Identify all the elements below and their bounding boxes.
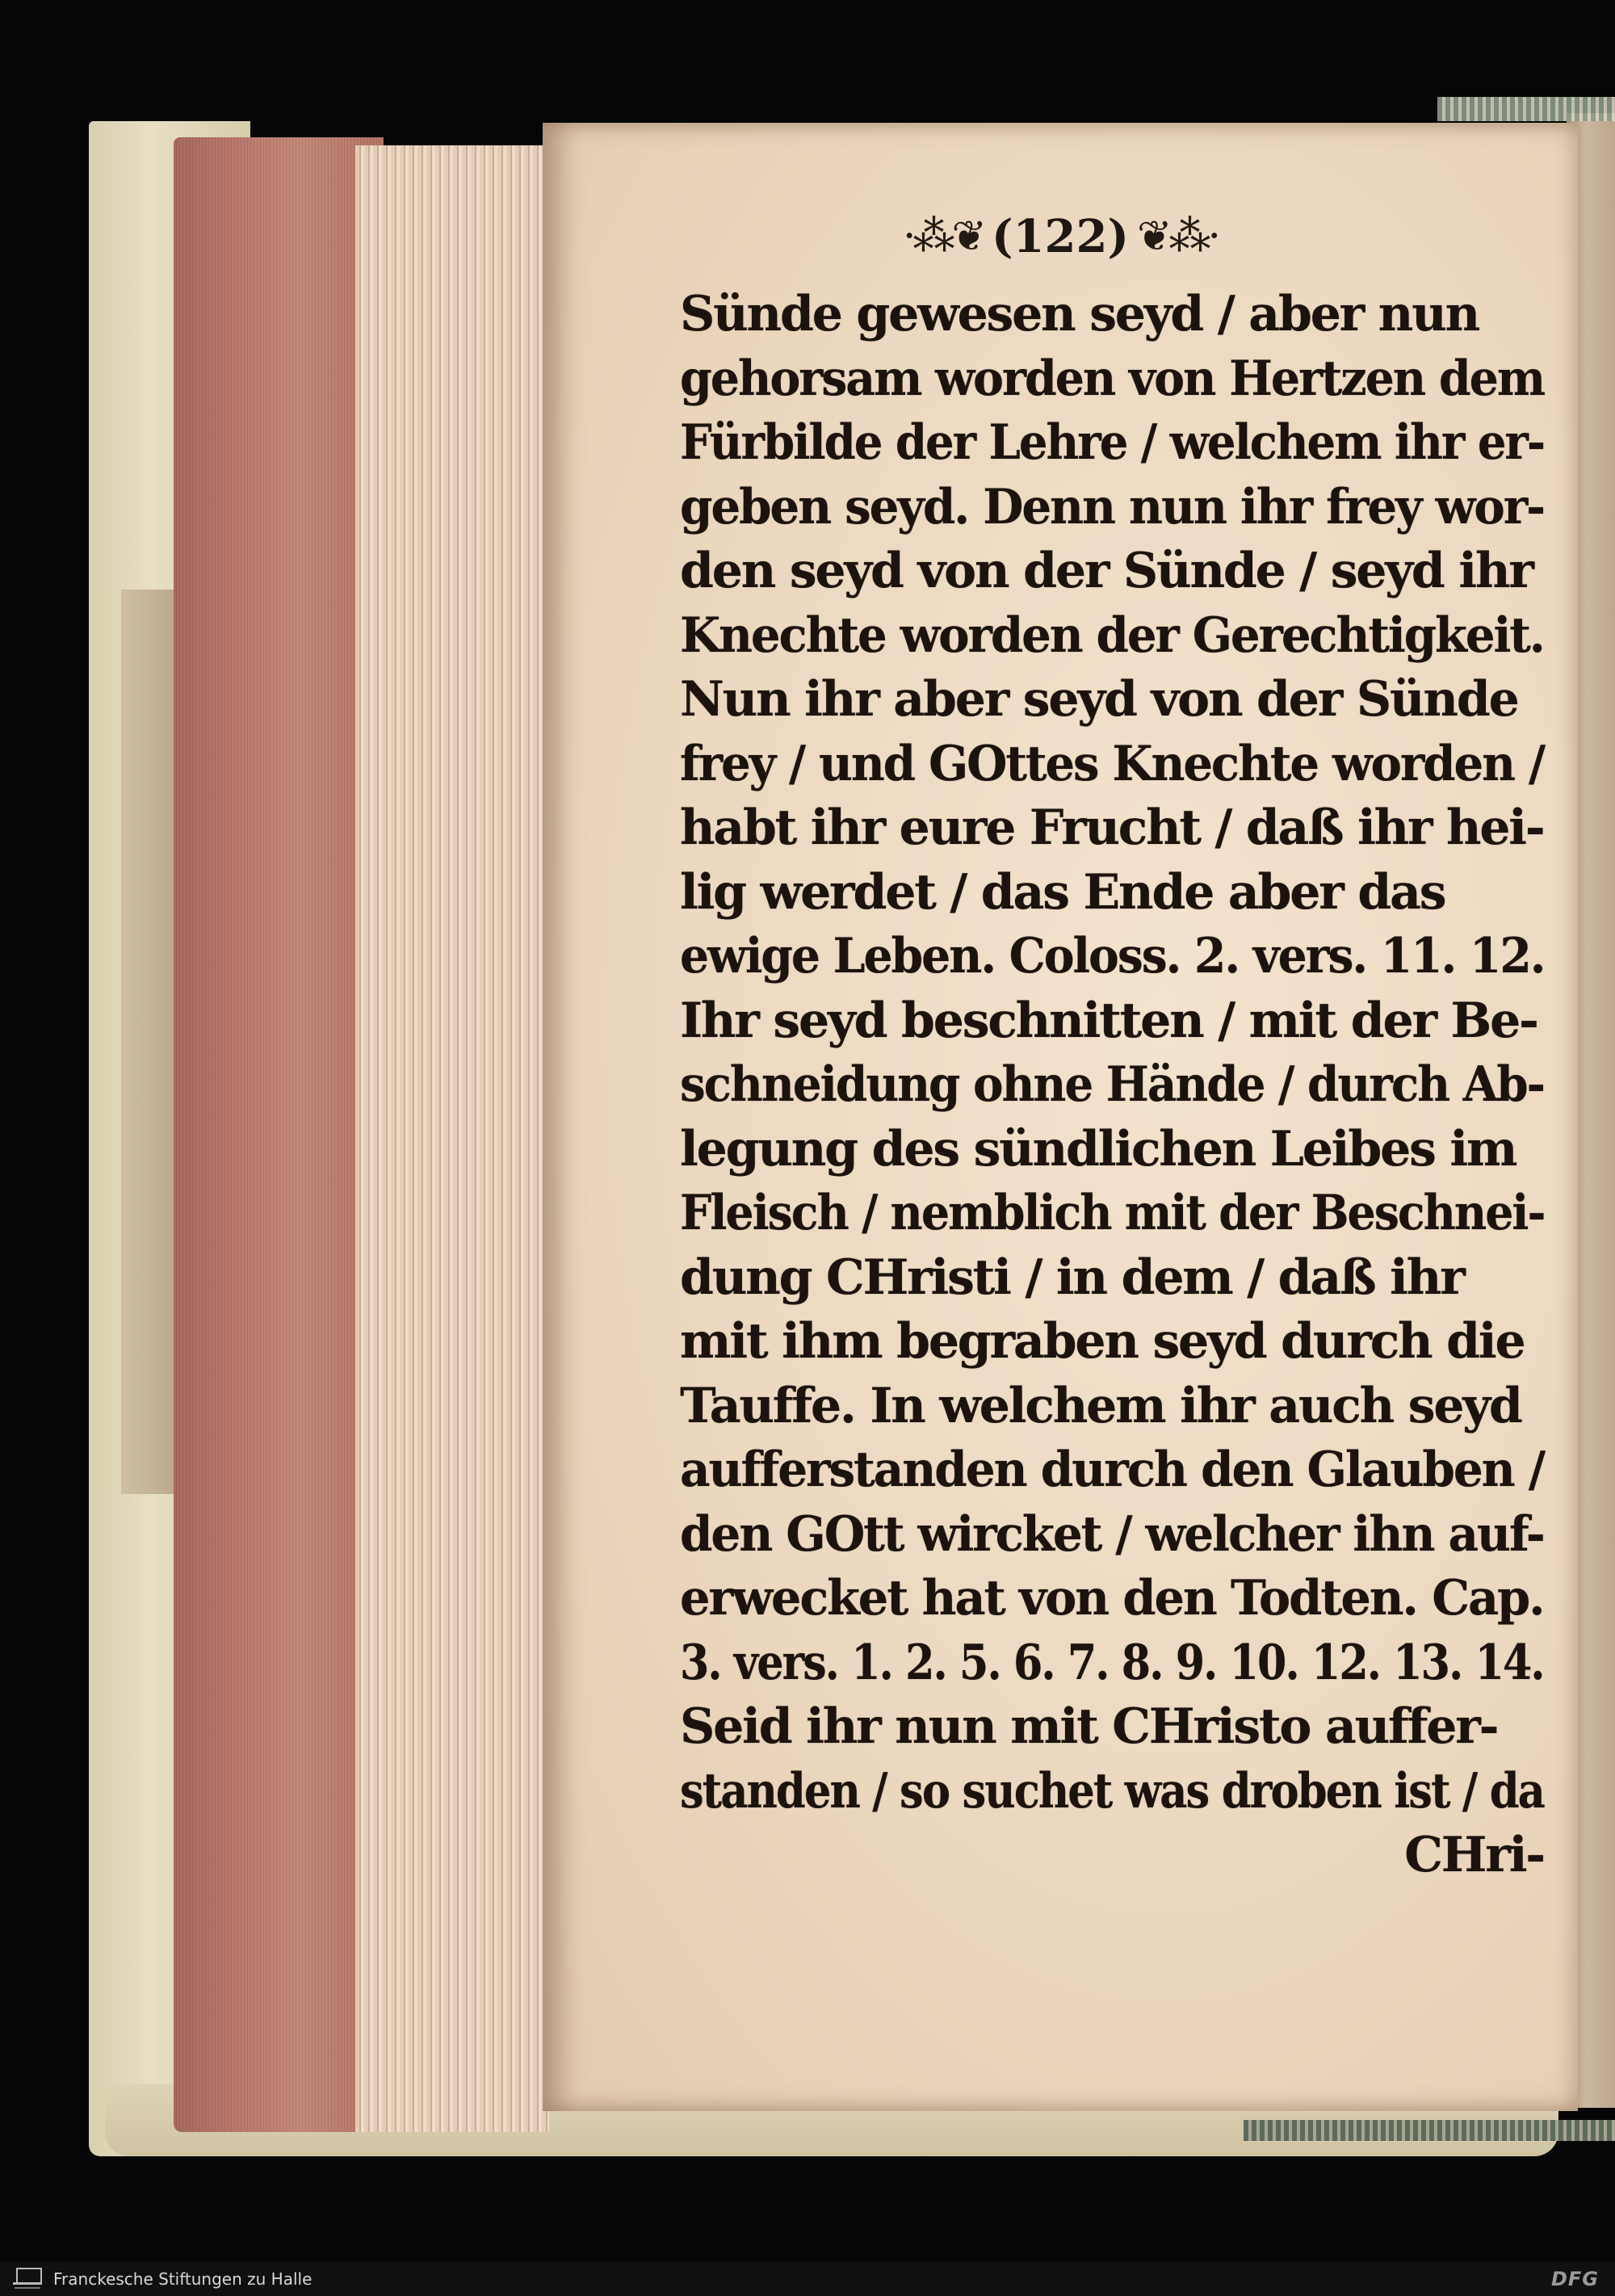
text-line: geben seyd. Denn nun ihr frey wor-	[680, 478, 1545, 535]
catchword: CHri-	[1404, 1827, 1544, 1883]
text-line: frey / und GOttes Knechte worden /	[680, 735, 1544, 792]
text-line: legung des sündlichen Leibes im	[680, 1120, 1516, 1177]
text-line: Fleisch / nemblich mit der Beschnei-	[680, 1185, 1545, 1241]
institution-name: Franckesche Stiftungen zu Halle	[53, 2269, 313, 2289]
text-line: schneidung ohne Hände / durch Ab-	[680, 1056, 1544, 1113]
text-line: lig werdet / das Ende aber das	[680, 863, 1445, 921]
page-header	[543, 200, 1578, 273]
left-ornament-icon: ·⁂❦	[902, 212, 984, 261]
book-page	[543, 123, 1578, 2111]
text-line: gehorsam worden von Hertzen dem	[680, 350, 1545, 407]
footer-branding	[0, 2265, 312, 2294]
viewer-footer	[0, 2261, 1615, 2296]
text-line: Tauffe. In welchem ihr auch seyd	[680, 1377, 1521, 1434]
text-line: Seid ihr nun mit CHristo auffer-	[680, 1698, 1498, 1755]
text-line: Fürbilde der Lehre / welchem ihr er-	[680, 414, 1545, 471]
text-line: habt ihr eure Frucht / daß ihr hei-	[680, 800, 1544, 856]
tailband	[1244, 2120, 1615, 2141]
text-line: ewige Leben. Coloss. 2. vers. 11. 12.	[680, 928, 1545, 984]
text-line: aufferstanden durch den Glauben /	[680, 1442, 1544, 1498]
text-line: den seyd von der Sünde / seyd ihr	[680, 543, 1533, 599]
text-line: 3. vers. 1. 2. 5. 6. 7. 8. 9. 10. 12. 13. 14.	[680, 1634, 1544, 1691]
right-ornament-icon: ❦⁂·	[1136, 212, 1219, 261]
text-line: dung CHristi / in dem / daß ihr	[680, 1249, 1464, 1306]
headband	[1437, 97, 1615, 121]
body-text	[680, 283, 1568, 1888]
text-line: standen / so suchet was droben ist / da	[680, 1762, 1544, 1820]
page-block-edge	[355, 145, 549, 2132]
text-line: Ihr seyd beschnitten / mit der Be-	[680, 992, 1537, 1049]
text-line: Sünde gewesen seyd / aber nun	[680, 286, 1479, 342]
text-line: Nun ihr aber seyd von der Sünde	[680, 671, 1518, 728]
text-line: erwecket hat von den Todten. Cap.	[680, 1570, 1544, 1627]
red-page-edges	[174, 137, 384, 2132]
text-line: den GOtt wircket / welcher ihn auf-	[680, 1505, 1544, 1563]
text-line: mit ihm begraben seyd durch die	[680, 1313, 1525, 1370]
page-number: (122)	[992, 210, 1129, 263]
dfg-logo: DFG	[1550, 2267, 1599, 2290]
text-line: Knechte worden der Gerechtigkeit.	[680, 607, 1544, 664]
francke-foundation-building-icon	[13, 2265, 42, 2294]
